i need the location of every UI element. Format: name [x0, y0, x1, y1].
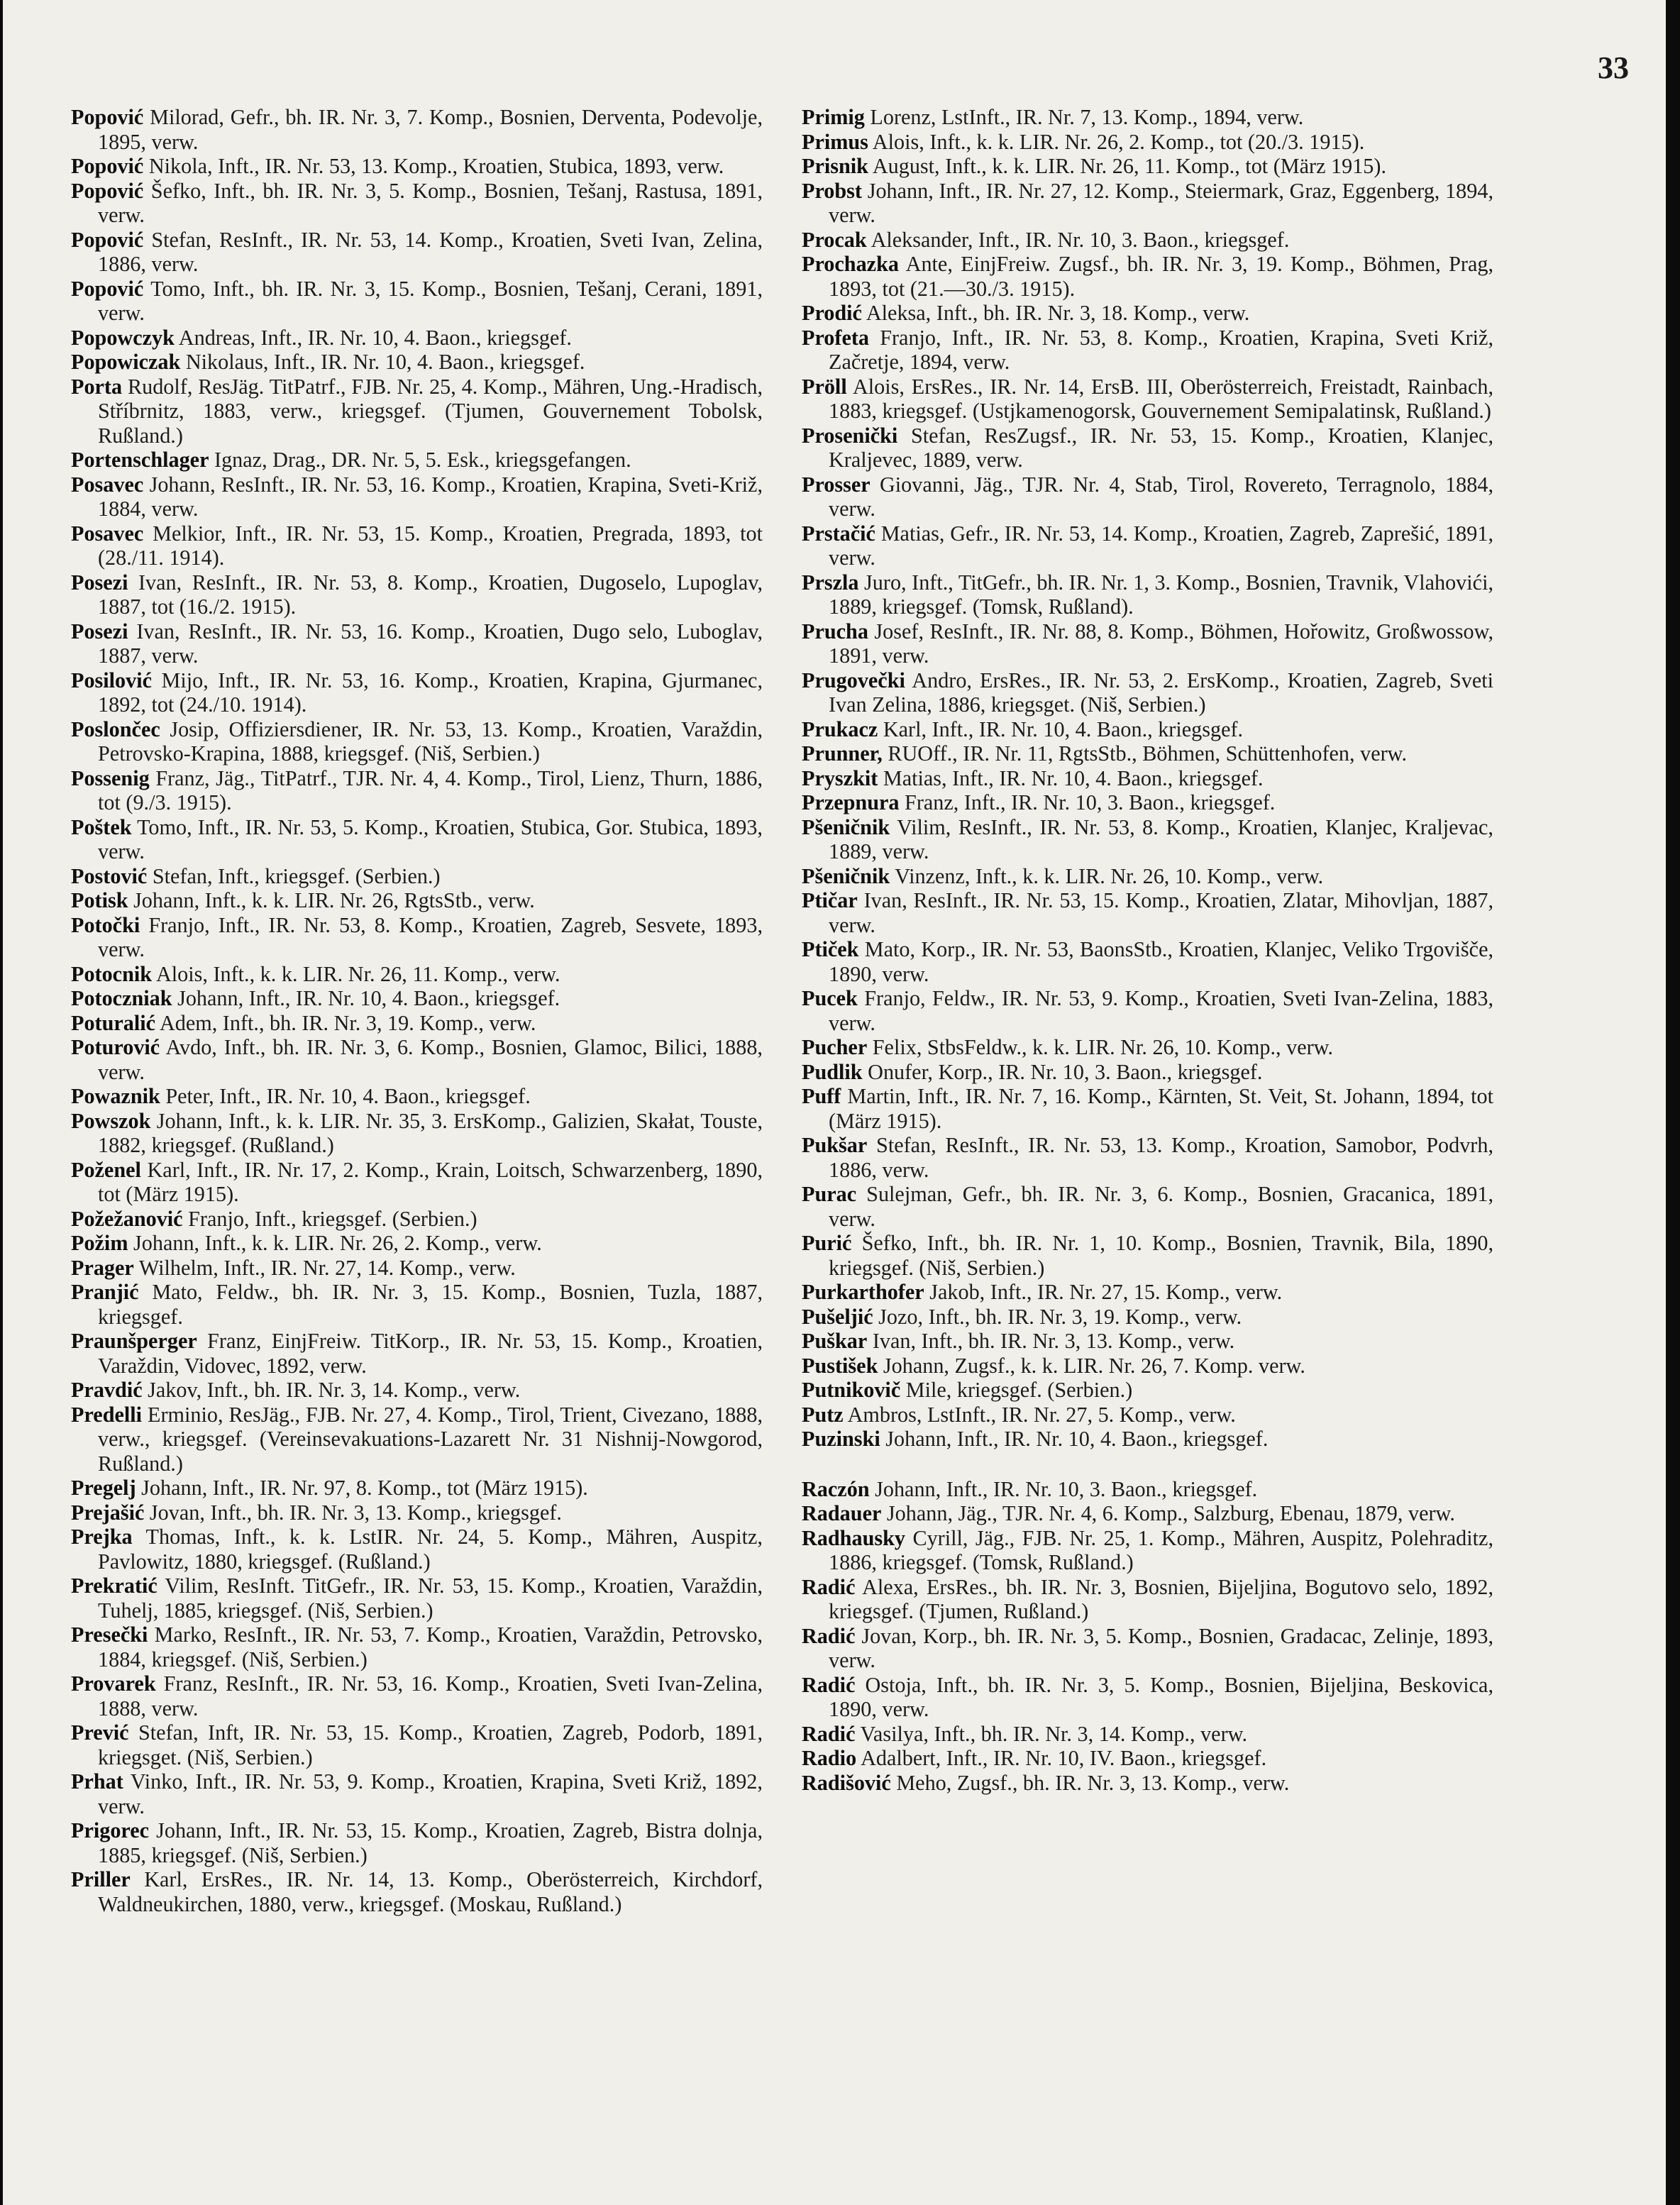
- entry-surname: Prucha: [802, 619, 868, 643]
- entry-surname: Radić: [802, 1623, 856, 1648]
- register-entry: [802, 375, 1493, 424]
- entry-details: Ignaz, Drag., DR. Nr. 5, 5. Esk., kriegsgefangen.: [214, 448, 631, 472]
- entry-surname: Poturalić: [71, 1010, 156, 1035]
- register-entry: [802, 1673, 1493, 1722]
- entry-details: Lorenz, LstInft., IR. Nr. 7, 13. Komp., 1894, verw.: [870, 105, 1304, 129]
- register-entry: [802, 815, 1493, 864]
- entry-surname: Popović: [71, 276, 144, 301]
- entry-details: Onufer, Korp., IR. Nr. 10, 3. Baon., kriegsgef.: [868, 1059, 1263, 1084]
- register-entry: [802, 154, 1493, 179]
- entry-surname: Postović: [71, 863, 148, 888]
- register-entry: [71, 326, 763, 350]
- entry-details: Mile, kriegsgef. (Serbien.): [905, 1378, 1133, 1402]
- register-entry: [802, 1035, 1493, 1060]
- register-entry: [71, 1867, 763, 1916]
- entry-details: Franz, ResInft., IR. Nr. 53, 16. Komp., Kroatien, Sveti Ivan-Zelina, 1888, verw.: [98, 1671, 763, 1720]
- entry-details: Karl, ErsRes., IR. Nr. 14, 13. Komp., Oberösterreich, Kirchdorf, Waldneukirchen, 1880, verw., kriegsgef. (Moskau, Rußland.): [98, 1867, 763, 1916]
- entry-surname: Procak: [802, 227, 867, 252]
- entry-surname: Prunner,: [802, 741, 883, 766]
- entry-surname: Porta: [71, 374, 123, 399]
- entry-surname: Prstačić: [802, 521, 875, 546]
- register-entry: [802, 179, 1493, 228]
- register-entry: [802, 1477, 1493, 1502]
- register-entry: [71, 913, 763, 962]
- entry-details: Avdo, Inft., bh. IR. Nr. 3, 6. Komp., Bosnien, Glamoc, Bilici, 1888, verw.: [98, 1035, 763, 1084]
- right-column-p-section: [802, 105, 1493, 1452]
- entry-details: Vilim, ResInft. TitGefr., IR. Nr. 53, 15. Komp., Kroatien, Varaždin, Tuhelj, 1885, kriegsgef. (Niš, Serbien.): [98, 1574, 763, 1623]
- entry-details: Stefan, ResInft., IR. Nr. 53, 13. Komp., Kroation, Samobor, Podvrh, 1886, verw.: [829, 1133, 1493, 1182]
- register-entry: [802, 1354, 1493, 1378]
- register-entry: [802, 1746, 1493, 1771]
- entry-surname: Potocnik: [71, 961, 153, 986]
- register-entry: [71, 986, 763, 1011]
- entry-details: Ivan, ResInft., IR. Nr. 53, 15. Komp., Kroatien, Zlatar, Mihovljan, 1887, verw.: [829, 888, 1493, 937]
- entry-details: Franjo, Inft., IR. Nr. 53, 8. Komp., Kroatien, Zagreb, Sesvete, 1893, verw.: [98, 912, 763, 961]
- entry-details: Johann, Zugsf., k. k. LIR. Nr. 26, 7. Komp. verw.: [883, 1353, 1305, 1378]
- entry-details: Johann, Inft., k. k. LIR. Nr. 26, RgtsStb., verw.: [133, 888, 535, 912]
- entry-details: Ante, EinjFreiw. Zugsf., bh. IR. Nr. 3, 19. Komp., Böhmen, Prag, 1893, tot (21.—30./3. 1915).: [829, 252, 1493, 301]
- entry-surname: Prodić: [802, 301, 862, 325]
- entry-details: Stefan, Inft., kriegsgef. (Serbien.): [152, 863, 441, 888]
- register-entry: [71, 154, 763, 179]
- entry-surname: Radio: [802, 1746, 857, 1770]
- entry-surname: Puzinski: [802, 1427, 880, 1451]
- entry-details: Ivan, ResInft., IR. Nr. 53, 16. Komp., Kroatien, Dugo selo, Luboglav, 1887, verw.: [98, 619, 763, 668]
- entry-details: Jakov, Inft., bh. IR. Nr. 3, 14. Komp., verw.: [148, 1378, 521, 1402]
- entry-surname: Powaznik: [71, 1084, 160, 1108]
- register-entry: [802, 741, 1493, 766]
- left-column: [71, 105, 763, 1916]
- entry-details: Josef, ResInft., IR. Nr. 88, 8. Komp., Böhmen, Hořowitz, Großwossow, 1891, verw.: [829, 619, 1493, 668]
- entry-surname: Popović: [71, 178, 144, 203]
- entry-surname: Pustišek: [802, 1353, 878, 1378]
- register-entry: [71, 1158, 763, 1207]
- entry-details: Jovan, Inft., bh. IR. Nr. 3, 13. Komp., kriegsgef.: [149, 1500, 562, 1525]
- entry-details: Cyrill, Jäg., FJB. Nr. 25, 1. Komp., Mähren, Auspitz, Polehraditz, 1886, kriegsgef. (Tomsk, Rußland.): [829, 1525, 1493, 1574]
- entry-surname: Posezi: [71, 619, 128, 643]
- entry-surname: Posezi: [71, 570, 128, 595]
- entry-details: Meho, Zugsf., bh. IR. Nr. 3, 13. Komp., verw.: [896, 1770, 1290, 1795]
- entry-details: August, Inft., k. k. LIR. Nr. 26, 11. Komp., tot (März 1915).: [872, 154, 1386, 178]
- register-entry: [71, 1329, 763, 1378]
- entry-details: Šefko, Inft., bh. IR. Nr. 1, 10. Komp., Bosnien, Travnik, Bila, 1890, kriegsgef. (Niš, Serbien.): [829, 1231, 1493, 1280]
- entry-surname: Portenschlager: [71, 448, 209, 472]
- register-entry: [802, 1305, 1493, 1330]
- register-entry: [71, 962, 763, 987]
- entry-surname: Radhausky: [802, 1525, 905, 1550]
- register-entry: [802, 1624, 1493, 1673]
- entry-details: Alexa, ErsRes., bh. IR. Nr. 3, Bosnien, Bijeljina, Bogutovo selo, 1892, kriegsgef. (Tjumen, Rußland.): [829, 1574, 1493, 1623]
- entry-surname: Prochazka: [802, 252, 899, 276]
- register-entry: [71, 1231, 763, 1256]
- entry-surname: Potisk: [71, 888, 128, 912]
- entry-surname: Pryszkit: [802, 766, 878, 790]
- entry-details: Johann, Inft., IR. Nr. 27, 12. Komp., Steiermark, Graz, Eggenberg, 1894, verw.: [829, 178, 1493, 227]
- register-entry: [71, 1525, 763, 1574]
- entry-details: Vinko, Inft., IR. Nr. 53, 9. Komp., Kroatien, Krapina, Sveti Križ, 1892, verw.: [98, 1769, 763, 1818]
- register-entry: [71, 179, 763, 228]
- register-entry: [71, 1769, 763, 1818]
- register-entry: [802, 570, 1493, 619]
- entry-surname: Putz: [802, 1402, 844, 1427]
- entry-surname: Poturović: [71, 1035, 160, 1059]
- register-entry: [71, 1256, 763, 1281]
- register-entry: [802, 1403, 1493, 1427]
- entry-surname: Prigorec: [71, 1818, 150, 1842]
- entry-details: Vilim, ResInft., IR. Nr. 53, 8. Komp., Kroatien, Klanjec, Kraljevac, 1889, verw.: [829, 814, 1493, 863]
- entry-surname: Prejka: [71, 1525, 133, 1549]
- entry-details: Tomo, Inft., bh. IR. Nr. 3, 15. Komp., Bosnien, Tešanj, Cerani, 1891, verw.: [98, 276, 763, 325]
- register-entry: [71, 766, 763, 815]
- register-entry: [802, 1084, 1493, 1133]
- entry-details: Karl, Inft., IR. Nr. 10, 4. Baon., kriegsgef.: [883, 717, 1244, 741]
- register-entry: [71, 521, 763, 570]
- register-entry: [802, 1280, 1493, 1305]
- entry-surname: Posavec: [71, 472, 144, 497]
- right-column-r-section: [802, 1477, 1493, 1796]
- entry-details: Mato, Korp., IR. Nr. 53, BaonsStb., Kroatien, Klanjec, Veliko Trgovišče, 1890, verw.: [829, 937, 1494, 986]
- entry-details: Aleksa, Inft., bh. IR. Nr. 3, 18. Komp., verw.: [866, 301, 1250, 325]
- entry-details: Alois, Inft., k. k. LIR. Nr. 26, 2. Komp., tot (20./3. 1915).: [872, 129, 1365, 154]
- entry-surname: Radić: [802, 1721, 856, 1746]
- register-entry: [71, 1476, 763, 1501]
- register-entry: [802, 424, 1493, 472]
- entry-details: Nikola, Inft., IR. Nr. 53, 13. Komp., Kroatien, Stubica, 1893, verw.: [148, 154, 724, 178]
- entry-surname: Popović: [71, 154, 144, 178]
- entry-details: Šefko, Inft., bh. IR. Nr. 3, 5. Komp., Bosnien, Tešanj, Rastusa, 1891, verw.: [98, 178, 763, 227]
- register-entry: [71, 1109, 763, 1158]
- register-entry: [802, 472, 1493, 521]
- entry-surname: Pröll: [802, 374, 847, 399]
- entry-details: Andreas, Inft., IR. Nr. 10, 4. Baon., kriegsgef.: [178, 325, 572, 350]
- entry-details: Martin, Inft., IR. Nr. 7, 16. Komp., Kärnten, St. Veit, St. Johann, 1894, tot (März 1915).: [829, 1084, 1494, 1133]
- entry-surname: Radić: [802, 1574, 856, 1599]
- register-entry: [802, 864, 1493, 889]
- entry-surname: Priller: [71, 1867, 131, 1891]
- register-entry: [802, 1575, 1493, 1624]
- entry-surname: Pšeničnik: [802, 863, 890, 888]
- entry-surname: Purac: [802, 1182, 857, 1206]
- register-entry: [802, 986, 1493, 1035]
- register-entry: [802, 1526, 1493, 1575]
- entry-surname: Radauer: [802, 1501, 882, 1525]
- entry-details: Ivan, Inft., bh. IR. Nr. 3, 13. Komp., verw.: [872, 1329, 1235, 1353]
- entry-details: Johann, Inft., IR. Nr. 10, 4. Baon., kriegsgef.: [177, 986, 560, 1010]
- entry-surname: Radić: [802, 1672, 856, 1697]
- entry-details: Ivan, ResInft., IR. Nr. 53, 8. Komp., Kroatien, Dugoselo, Lupoglav, 1887, tot (16./2. 1915).: [98, 570, 763, 619]
- entry-surname: Ptiček: [802, 937, 859, 961]
- entry-details: Karl, Inft., IR. Nr. 17, 2. Komp., Krain, Loitsch, Schwarzenberg, 1890, tot (März 1915).: [98, 1157, 763, 1206]
- entry-details: Johann, Inft., k. k. LIR. Nr. 35, 3. ErsKomp., Galizien, Skałat, Touste, 1882, kriegsgef. (Rußland.): [98, 1108, 763, 1157]
- entry-surname: Purkarthofer: [802, 1280, 924, 1304]
- register-entry: [71, 105, 763, 154]
- entry-details: Milorad, Gefr., bh. IR. Nr. 3, 7. Komp., Bosnien, Derventa, Podevolje, 1895, verw.: [98, 105, 763, 154]
- register-entry: [71, 888, 763, 913]
- register-entry: [802, 1378, 1493, 1403]
- entry-surname: Prager: [71, 1255, 134, 1280]
- entry-surname: Potoczniak: [71, 986, 172, 1010]
- entry-surname: Primus: [802, 129, 868, 154]
- entry-surname: Popowczyk: [71, 325, 175, 350]
- entry-surname: Pucher: [802, 1035, 868, 1059]
- register-entry: [71, 1378, 763, 1403]
- entry-details: Marko, ResInft., IR. Nr. 53, 7. Komp., Kroatien, Varaždin, Petrovsko, 1884, kriegsgef. (Niš, Serbien.): [98, 1623, 763, 1671]
- entry-details: Wilhelm, Inft., IR. Nr. 27, 14. Komp., verw.: [138, 1255, 516, 1280]
- register-entry: [802, 1771, 1493, 1796]
- entry-details: Juro, Inft., TitGefr., bh. IR. Nr. 1, 3. Komp., Bosnien, Travnik, Vlahovići, 1889, kriegsgef. (Tomsk, Rußland).: [829, 570, 1493, 619]
- entry-details: Johann, Inft., IR. Nr. 10, 4. Baon., kriegsgef.: [885, 1427, 1269, 1451]
- entry-details: Ambros, LstInft., IR. Nr. 27, 5. Komp., verw.: [847, 1402, 1236, 1427]
- entry-details: Adem, Inft., bh. IR. Nr. 3, 19. Komp., verw.: [159, 1010, 536, 1035]
- register-entry: [802, 301, 1493, 326]
- register-entry: [802, 228, 1493, 253]
- entry-surname: Pranjić: [71, 1280, 139, 1304]
- register-entry: [71, 668, 763, 717]
- entry-surname: Pukšar: [802, 1133, 868, 1157]
- entry-surname: Puškar: [802, 1329, 868, 1353]
- entry-details: Stefan, Inft, IR. Nr. 53, 15. Komp., Kroatien, Zagreb, Podorb, 1891, kriegsget. (Niš, Serbien.): [98, 1720, 763, 1769]
- entry-surname: Predelli: [71, 1402, 143, 1427]
- register-entry: [802, 790, 1493, 815]
- entry-surname: Prosenički: [802, 423, 898, 448]
- entry-surname: Požim: [71, 1231, 128, 1255]
- entry-details: Erminio, ResJäg., FJB. Nr. 27, 4. Komp., Tirol, Trient, Civezano, 1888, verw., kriegsgef. (Vereinsevakuations-Lazarett Nr. 31 Nishnij-Nowgorod, Rußland.): [98, 1402, 763, 1476]
- section-gap: [802, 1452, 1493, 1477]
- entry-surname: Prević: [71, 1720, 129, 1745]
- register-entry: [802, 717, 1493, 742]
- register-entry: [802, 1182, 1493, 1231]
- entry-details: Jozo, Inft., bh. IR. Nr. 3, 19. Komp., verw.: [878, 1304, 1242, 1329]
- register-entry: [802, 1501, 1493, 1526]
- register-entry: [71, 1280, 763, 1329]
- entry-surname: Prugovečki: [802, 668, 905, 692]
- entry-details: Vasilya, Inft., bh. IR. Nr. 3, 14. Komp., verw.: [860, 1721, 1248, 1746]
- entry-details: Alois, Inft., k. k. LIR. Nr. 26, 11. Komp., verw.: [155, 961, 560, 986]
- register-entry: [71, 1818, 763, 1867]
- register-entry: [802, 766, 1493, 791]
- entry-details: Ostoja, Inft., bh. IR. Nr. 3, 5. Komp., Bosnien, Bijeljina, Beskovica, 1890, verw.: [829, 1672, 1493, 1721]
- entry-surname: Profeta: [802, 325, 869, 350]
- register-entry: [71, 815, 763, 864]
- entry-details: Peter, Inft., IR. Nr. 10, 4. Baon., kriegsgef.: [165, 1084, 531, 1108]
- entry-details: Johann, Inft., k. k. LIR. Nr. 26, 2. Komp., verw.: [133, 1231, 542, 1255]
- register-entry: [71, 1501, 763, 1525]
- entry-surname: Raczón: [802, 1476, 870, 1501]
- register-entry: [71, 1623, 763, 1671]
- entry-surname: Prukacz: [802, 717, 878, 741]
- entry-surname: Presečki: [71, 1623, 148, 1647]
- register-entry: [71, 619, 763, 668]
- entry-details: Nikolaus, Inft., IR. Nr. 10, 4. Baon., kriegsgef.: [185, 350, 585, 374]
- entry-surname: Požežanović: [71, 1206, 183, 1231]
- entry-details: Rudolf, ResJäg. TitPatrf., FJB. Nr. 25, 4. Komp., Mähren, Ung.-Hradisch, Stříbrnitz, 1883, verw., kriegsgef. (Tjumen, Gouvernement Tobolsk, Rußland.): [98, 374, 763, 448]
- entry-surname: Przepnura: [802, 790, 900, 814]
- register-entry: [802, 1427, 1493, 1452]
- register-entry: [71, 277, 763, 326]
- entry-surname: Prejašić: [71, 1500, 145, 1525]
- entry-details: Alois, ErsRes., IR. Nr. 14, ErsB. III, Oberösterreich, Freistadt, Rainbach, 1883, kriegsgef. (Ustjkamenogorsk, Gouvernement Semipalatinsk, Rußland.): [829, 374, 1493, 423]
- register-entry: [71, 864, 763, 889]
- entry-details: Matias, Gefr., IR. Nr. 53, 14. Komp., Kroatien, Zagreb, Zaprešić, 1891, verw.: [829, 521, 1493, 570]
- entry-surname: Possenig: [71, 766, 150, 790]
- register-entry: [802, 619, 1493, 668]
- entry-details: Stefan, ResInft., IR. Nr. 53, 14. Komp., Kroatien, Sveti Ivan, Zelina, 1886, verw.: [98, 227, 763, 276]
- entry-details: Franjo, Feldw., IR. Nr. 53, 9. Komp., Kroatien, Sveti Ivan-Zelina, 1883, verw.: [829, 986, 1494, 1035]
- entry-surname: Powszok: [71, 1108, 151, 1133]
- register-entry: [71, 350, 763, 375]
- entry-surname: Provarek: [71, 1671, 156, 1696]
- entry-details: Mato, Feldw., bh. IR. Nr. 3, 15. Komp., Bosnien, Tuzla, 1887, kriegsgef.: [98, 1280, 763, 1329]
- register-entry: [802, 668, 1493, 717]
- entry-details: Andro, ErsRes., IR. Nr. 53, 2. ErsKomp., Kroatien, Zagreb, Sveti Ivan Zelina, 1886, kriegsget. (Niš, Serbien.): [829, 668, 1493, 717]
- register-entry: [71, 375, 763, 448]
- entry-surname: Potočki: [71, 912, 140, 937]
- register-entry: [802, 937, 1493, 986]
- entry-surname: Praunšperger: [71, 1329, 197, 1353]
- entry-details: Stefan, ResZugsf., IR. Nr. 53, 15. Komp., Kroatien, Klanjec, Kraljevec, 1889, verw.: [829, 423, 1493, 472]
- entry-details: Josip, Offiziersdiener, IR. Nr. 53, 13. Komp., Kroatien, Varaždin, Petrovsko-Krapina, 1888, kriegsgef. (Niš, Serbien.): [98, 717, 763, 766]
- entry-details: Franz, Inft., IR. Nr. 10, 3. Baon., kriegsgef.: [905, 790, 1276, 814]
- register-entry: [71, 570, 763, 619]
- entry-details: Franz, Jäg., TitPatrf., TJR. Nr. 4, 4. Komp., Tirol, Lienz, Thurn, 1886, tot (9./3. 1915).: [98, 766, 763, 814]
- register-entry: [802, 1060, 1493, 1085]
- entry-details: Felix, StbsFeldw., k. k. LIR. Nr. 26, 10. Komp., verw.: [872, 1035, 1334, 1059]
- entry-surname: Poštek: [71, 814, 132, 839]
- register-entry: [71, 717, 763, 766]
- entry-surname: Prszla: [802, 570, 859, 595]
- register-entry: [71, 1574, 763, 1623]
- entry-details: Franjo, Inft., kriegsgef. (Serbien.): [188, 1206, 477, 1231]
- entry-details: Mijo, Inft., IR. Nr. 53, 16. Komp., Kroatien, Krapina, Gjurmanec, 1892, tot (24./10. 1914).: [98, 668, 763, 717]
- page-number: 33: [1598, 50, 1629, 85]
- entry-details: Aleksander, Inft., IR. Nr. 10, 3. Baon., kriegsgef.: [871, 227, 1290, 252]
- entry-details: Johann, Inft., IR. Nr. 10, 3. Baon., kriegsgef.: [875, 1476, 1258, 1501]
- register-entry: [802, 1329, 1493, 1354]
- register-entry: [71, 1403, 763, 1476]
- register-entry: [71, 448, 763, 472]
- entry-surname: Posilović: [71, 668, 153, 692]
- register-entry: [71, 472, 763, 521]
- entry-surname: Popović: [71, 105, 144, 129]
- register-entry: [802, 1133, 1493, 1182]
- entry-details: Adalbert, Inft., IR. Nr. 10, IV. Baon., kriegsgef.: [861, 1746, 1267, 1770]
- entry-surname: Probst: [802, 178, 862, 203]
- entry-surname: Pregelj: [71, 1476, 136, 1500]
- register-entry: [802, 888, 1493, 937]
- register-entry: [71, 1084, 763, 1109]
- register-entry: [802, 252, 1493, 301]
- entry-details: Jakob, Inft., IR. Nr. 27, 15. Komp., verw.: [929, 1280, 1283, 1304]
- right-column: [802, 105, 1493, 1795]
- entry-surname: Poženel: [71, 1157, 141, 1182]
- register-entry: [802, 326, 1493, 375]
- entry-surname: Pucek: [802, 986, 858, 1010]
- entry-surname: Prekratić: [71, 1574, 158, 1598]
- register-entry: [71, 1720, 763, 1769]
- entry-surname: Ptičar: [802, 888, 858, 912]
- entry-details: Tomo, Inft., IR. Nr. 53, 5. Komp., Kroatien, Stubica, Gor. Stubica, 1893, verw.: [98, 814, 763, 863]
- entry-surname: Putnikovič: [802, 1378, 901, 1402]
- register-entry: [71, 1035, 763, 1084]
- entry-details: Melkior, Inft., IR. Nr. 53, 15. Komp., Kroatien, Pregrada, 1893, tot (28./11. 1914).: [98, 521, 763, 570]
- entry-details: Johann, Jäg., TJR. Nr. 4, 6. Komp., Salzburg, Ebenau, 1879, verw.: [886, 1501, 1455, 1525]
- entry-details: Jovan, Korp., bh. IR. Nr. 3, 5. Komp., Bosnien, Gradacac, Zelinje, 1893, verw.: [829, 1623, 1493, 1672]
- entry-details: Sulejman, Gefr., bh. IR. Nr. 3, 6. Komp., Bosnien, Gracanica, 1891, verw.: [829, 1182, 1494, 1231]
- entry-surname: Prhat: [71, 1769, 123, 1794]
- entry-surname: Prosser: [802, 472, 871, 497]
- entry-surname: Prisnik: [802, 154, 868, 178]
- entry-surname: Popowiczak: [71, 350, 181, 374]
- register-entry: [802, 105, 1493, 130]
- register-entry: [802, 1722, 1493, 1747]
- entry-details: Matias, Inft., IR. Nr. 10, 4. Baon., kriegsgef.: [883, 766, 1264, 790]
- entry-surname: Primig: [802, 105, 865, 129]
- entry-surname: Purić: [802, 1231, 852, 1255]
- entry-surname: Pušeljić: [802, 1304, 873, 1329]
- entry-details: Johann, ResInft., IR. Nr. 53, 16. Komp., Kroatien, Krapina, Sveti-Križ, 1884, verw.: [98, 472, 763, 521]
- entry-details: Giovanni, Jäg., TJR. Nr. 4, Stab, Tirol, Rovereto, Terragnolo, 1884, verw.: [829, 472, 1494, 521]
- register-entry: [802, 130, 1493, 155]
- entry-surname: Popović: [71, 227, 144, 252]
- entry-surname: Pudlik: [802, 1059, 863, 1084]
- entry-details: Johann, Inft., IR. Nr. 97, 8. Komp., tot (März 1915).: [141, 1476, 588, 1500]
- entry-surname: Poslončec: [71, 717, 160, 741]
- entry-details: Franjo, Inft., IR. Nr. 53, 8. Komp., Kroatien, Krapina, Sveti Križ, Začretje, 1894, verw.: [829, 325, 1493, 374]
- register-entry: [802, 1231, 1493, 1280]
- register-entry: [802, 521, 1493, 570]
- register-entry: [71, 228, 763, 277]
- entry-surname: Radišović: [802, 1770, 891, 1795]
- entry-surname: Puff: [802, 1084, 841, 1108]
- entry-details: RUOff., IR. Nr. 11, RgtsStb., Böhmen, Schüttenhofen, verw.: [888, 741, 1408, 766]
- entry-details: Thomas, Inft., k. k. LstIR. Nr. 24, 5. Komp., Mähren, Auspitz, Pavlowitz, 1880, kriegsgef. (Rußland.): [98, 1525, 763, 1574]
- register-entry: [71, 1011, 763, 1036]
- entry-surname: Posavec: [71, 521, 144, 546]
- register-entry: [71, 1207, 763, 1232]
- entry-surname: Pšeničnik: [802, 814, 890, 839]
- entry-surname: Pravdić: [71, 1378, 143, 1402]
- book-page: [3, 0, 1666, 2205]
- entry-details: Franz, EinjFreiw. TitKorp., IR. Nr. 53, 15. Komp., Kroatien, Varaždin, Vidovec, 1892, verw.: [98, 1329, 763, 1378]
- entry-details: Vinzenz, Inft., k. k. LIR. Nr. 26, 10. Komp., verw.: [895, 863, 1324, 888]
- entry-details: Johann, Inft., IR. Nr. 53, 15. Komp., Kroatien, Zagreb, Bistra dolnja, 1885, kriegsgef. (Niš, Serbien.): [98, 1818, 763, 1867]
- register-entry: [71, 1671, 763, 1720]
